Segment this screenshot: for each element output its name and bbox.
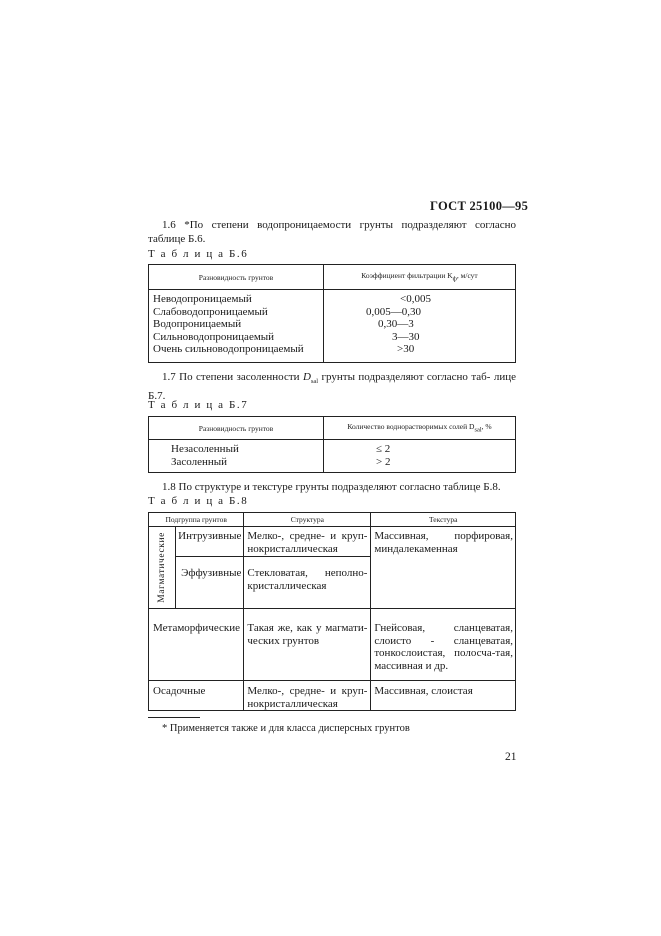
table-row-name: Незасоленный [171,443,239,455]
table-row-name: Водопроницаемый [153,318,242,330]
footnote: * Применяется также и для класса дисперсных грунтов [162,723,410,734]
table-b8-effusive: Эффузивные [176,557,244,609]
table-b8-effusive-structure: Стекловатая, неполно-кристаллическая [244,557,371,609]
footnote-divider [148,717,200,718]
paragraph-1-7: 1.7 По степени засоленности $D_{sal}$ грунты подразделяют согласно таб- лице Б.7. [148,371,516,403]
page-number: 21 [505,751,517,763]
table-b7-values [324,440,516,473]
table-b8-header-structure: Структура [244,513,371,527]
table-b7-header-variety: Разновидность грунтов [149,417,324,440]
table-b8-caption: Т а б л и ц а Б.8 [148,495,249,507]
table-b6-header-coefficient: Коэффициент фильтрации $K_ф$, м/сут [324,265,516,290]
table-b7-caption: Т а б л и ц а Б.7 [148,399,249,411]
table-b8-metamorphic-structure: Такая же, как у магмати-ческих грунтов [244,609,371,681]
table-row-name: Неводопроницаемый [153,293,252,305]
paragraph-1-8: 1.8 По структуре и текстуре грунты подразделяют согласно таблице Б.8. [162,481,501,493]
document-header: ГОСТ 25100—95 [430,199,529,213]
table-row-value: <0,005 [400,293,431,305]
table-b8-intrusive-structure: Мелко-, средне- и круп-нокристаллическая [244,527,371,557]
table-b7 [148,416,516,473]
table-b8-metamorphic-texture: Гнейсовая, сланцеватая, слоисто - сланцеватая, тонкослоистая, полосча-тая, массивная и др. [371,609,516,681]
table-row-value: 3—30 [392,330,420,343]
table-b6-names [149,290,324,363]
table-row-value: >30 [397,343,415,355]
table-b6-values [324,290,516,363]
table-b8-metamorphic: Метаморфические [149,609,244,681]
table-row-value: > 2 [376,455,391,468]
table-b8-header-subgroup: Подгруппа грунтов [149,513,244,527]
table-b7-header-salts: Количество воднорастворимых солей $D_{sal}$, % [324,417,516,440]
table-b8 [148,512,516,711]
table-row-value: 0,005—0,30 [366,305,421,318]
table-row-name: Очень сильноводопроницаемый [153,343,304,355]
table-b8-group-magmatic: Магматические [149,527,176,609]
table-b8-header-texture: Текстура [371,513,516,527]
table-row-name: Засоленный [171,455,228,468]
table-b7-names [149,440,324,473]
paragraph-1-6-text-2: таблице Б.6. [148,233,206,245]
table-b6-caption: Т а б л и ц а Б.6 [148,248,249,260]
table-b6 [148,264,516,363]
table-b6-header-variety: Разновидность грунтов [149,265,324,290]
paragraph-1-6-text-1: 1.6 *По степени водопроницаемости грунты подразделяют согласно [162,219,516,231]
table-b8-sedimentary: Осадочные [149,681,244,711]
table-row-name: Слабоводопроницаемый [153,305,268,318]
table-row-value: 0,30—3 [378,318,414,330]
table-b8-sedimentary-texture: Массивная, слоистая [371,681,516,711]
table-b8-sedimentary-structure: Мелко-, средне- и круп-нокристаллическая [244,681,371,711]
table-row-value: ≤ 2 [376,443,391,455]
table-b8-intrusive: Интрузивные [176,527,244,557]
table-b8-magmatic-texture: Массивная, порфировая, миндалекаменная [371,527,516,609]
paragraph-1-6 [148,218,516,246]
table-row-name: Сильноводопроницаемый [153,330,275,343]
